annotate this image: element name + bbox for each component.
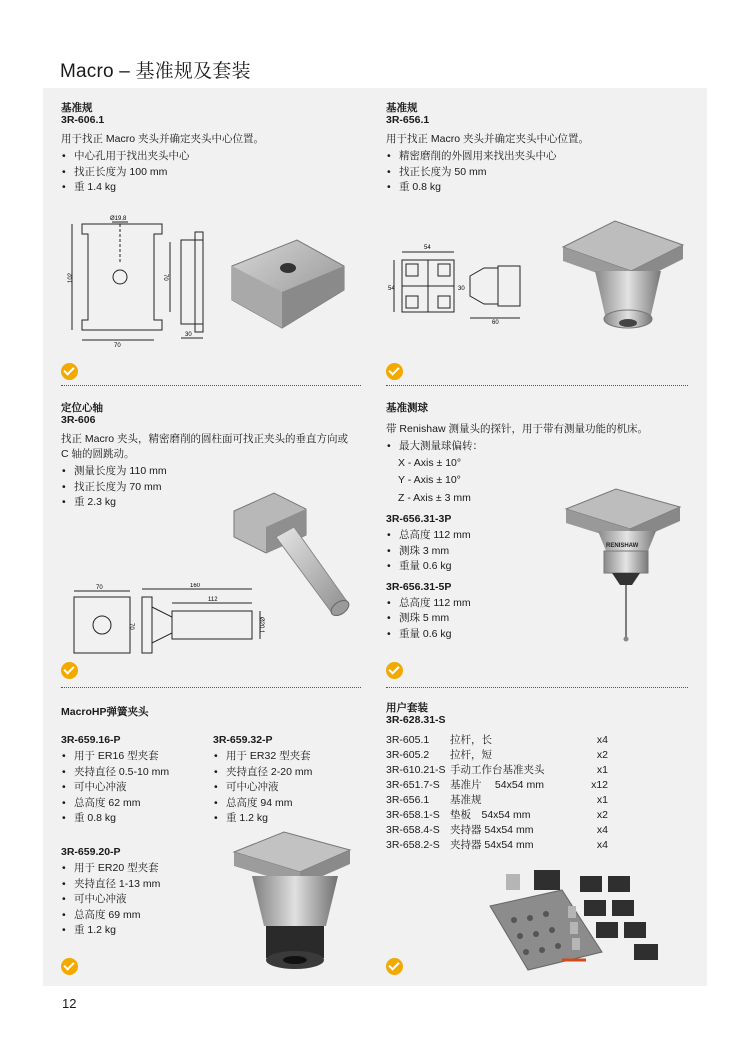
section-macrohp-collet-chuck bbox=[61, 706, 361, 718]
kit-item-quantity: x1 bbox=[596, 794, 608, 806]
axis-z: Z - Axis ± 3 mm bbox=[398, 491, 471, 504]
kit-item-code: 3R-658.4-S bbox=[386, 824, 440, 836]
deflection-list bbox=[386, 439, 696, 455]
spec-item: • 测珠 3 mm bbox=[386, 544, 696, 560]
collet-chuck-er32 bbox=[213, 734, 363, 827]
divider bbox=[61, 687, 361, 688]
description: 带 Renishaw 测量头的探针，用于带有测量功能的机床。 bbox=[386, 423, 648, 435]
check-icon bbox=[61, 363, 78, 380]
section-title: 定位心轴 bbox=[61, 402, 103, 414]
dim-label: 70 bbox=[114, 343, 121, 347]
check-icon bbox=[61, 662, 78, 679]
dim-label: Ø20.1 bbox=[258, 617, 264, 634]
spec-item: • 总高度 94 mm bbox=[213, 796, 363, 812]
kit-row bbox=[386, 763, 608, 778]
kit-item-code: 3R-610.21-S bbox=[386, 764, 446, 776]
spec-item: • 最大测量球偏转： bbox=[386, 439, 696, 455]
kit-row bbox=[386, 733, 608, 748]
section-title: 基准规 bbox=[61, 102, 93, 114]
kit-row bbox=[386, 778, 608, 793]
kit-contents-table bbox=[386, 733, 608, 853]
spec-item: • 中心孔用于找出夹头中心 bbox=[61, 149, 351, 165]
dim-label: 60 bbox=[492, 320, 499, 325]
kit-item-description: 拉杆，长 bbox=[450, 734, 492, 746]
check-icon bbox=[386, 363, 403, 380]
kit-item-quantity: x4 bbox=[596, 734, 608, 746]
check-icon bbox=[386, 958, 403, 975]
spec-item: • 总高度 62 mm bbox=[61, 796, 211, 812]
variant-code: 3R-659.32-P bbox=[213, 734, 273, 746]
section-user-kit bbox=[386, 702, 696, 853]
spec-list bbox=[386, 149, 686, 196]
kit-item-quantity: x1 bbox=[596, 764, 608, 776]
kit-item-description: 夹持器 54x54 mm bbox=[450, 824, 534, 836]
dim-label: Ø19.8 bbox=[110, 216, 127, 222]
variant-code: 3R-656.31-3P bbox=[386, 513, 452, 525]
spec-item: • 夹持直径 1-13 mm bbox=[61, 877, 211, 893]
kit-row bbox=[386, 748, 608, 763]
spec-item: • 重 2.3 kg bbox=[61, 495, 361, 511]
dim-label: 102 bbox=[68, 272, 74, 283]
spec-list bbox=[61, 749, 211, 827]
section-title: 用户套装 bbox=[386, 702, 428, 714]
dim-label: 70 bbox=[162, 274, 168, 281]
spec-item: • 重量 0.6 kg bbox=[386, 627, 696, 643]
spec-item: • 重 1.2 kg bbox=[61, 923, 211, 939]
kit-item-description: 垫板 54x54 mm bbox=[450, 809, 531, 821]
spec-item: • 用于 ER32 型夹套 bbox=[213, 749, 363, 765]
dim-label: 160 bbox=[190, 583, 201, 589]
kit-row bbox=[386, 838, 608, 853]
variant-code: 3R-659.16-P bbox=[61, 734, 121, 746]
description: 用于找正 Macro 夹头并确定夹头中心位置。 bbox=[386, 133, 590, 145]
kit-item-code: 3R-656.1 bbox=[386, 794, 430, 806]
collet-chuck-er16 bbox=[61, 734, 211, 827]
axis-x: X - Axis ± 10° bbox=[398, 456, 462, 469]
dim-label: 70 bbox=[128, 623, 134, 630]
kit-item-code: 3R-651.7-S bbox=[386, 779, 440, 791]
kit-item-description: 手动工作台基准夹头 bbox=[450, 764, 545, 776]
collet-chuck-er20 bbox=[61, 846, 211, 939]
spec-list bbox=[61, 861, 211, 939]
kit-item-code: 3R-605.1 bbox=[386, 734, 430, 746]
spec-item: • 找正长度为 70 mm bbox=[61, 480, 361, 496]
description: 找正 Macro 夹头，精密磨削的圆柱面可找正夹头的垂直方向或 C 轴的圆跳动。 bbox=[61, 433, 349, 460]
spec-item: • 夹持直径 0.5-10 mm bbox=[61, 765, 211, 781]
section-reference-gauge-656 bbox=[386, 102, 686, 196]
spec-item: • 总高度 69 mm bbox=[61, 908, 211, 924]
kit-item-code: 3R-605.2 bbox=[386, 749, 430, 761]
spec-item: • 重 1.4 kg bbox=[61, 180, 351, 196]
photo-probe bbox=[560, 485, 685, 650]
spec-item: • 总高度 112 mm bbox=[386, 528, 696, 544]
kit-item-quantity: x2 bbox=[596, 809, 608, 821]
kit-item-code: 3R-658.2-S bbox=[386, 839, 440, 851]
drawing-mandrel-606 bbox=[62, 583, 277, 663]
kit-item-description: 基准片 54x54 mm bbox=[450, 779, 544, 791]
spec-item: • 可中心冲液 bbox=[61, 780, 211, 796]
spec-list bbox=[213, 749, 363, 827]
kit-row bbox=[386, 793, 608, 808]
product-code: 3R-606.1 bbox=[61, 114, 105, 126]
photo-reference-gauge-606-1 bbox=[222, 228, 357, 343]
spec-item: • 重 0.8 kg bbox=[386, 180, 686, 196]
kit-item-quantity: x4 bbox=[596, 824, 608, 836]
product-code: 3R-628.31-S bbox=[386, 714, 446, 726]
product-code: 3R-656.1 bbox=[386, 114, 430, 126]
probe-brand: RENISHAW bbox=[606, 543, 639, 549]
section-reference-gauge-606 bbox=[61, 102, 351, 196]
drawing-606-1-side bbox=[175, 228, 215, 343]
spec-item: • 总高度 112 mm bbox=[386, 596, 696, 612]
kit-item-description: 基准规 bbox=[450, 794, 482, 806]
spec-item: • 找正长度为 100 mm bbox=[61, 165, 351, 181]
kit-item-quantity: x2 bbox=[596, 749, 608, 761]
spec-item: • 用于 ER16 型夹套 bbox=[61, 749, 211, 765]
variant-code: 3R-656.31-5P bbox=[386, 580, 452, 593]
spec-item: • 重 1.2 kg bbox=[213, 811, 363, 827]
spec-list bbox=[61, 149, 351, 196]
spec-item: • 夹持直径 2-20 mm bbox=[213, 765, 363, 781]
dim-label: 54 bbox=[388, 286, 395, 292]
spec-item: • 可中心冲液 bbox=[61, 892, 211, 908]
spec-item: • 重 0.8 kg bbox=[61, 811, 211, 827]
dim-label: 112 bbox=[208, 597, 218, 603]
spec-item: • 精密磨削的外圆用来找出夹头中心 bbox=[386, 149, 686, 165]
product-code: 3R-606 bbox=[61, 414, 96, 426]
dim-label: 70 bbox=[96, 585, 103, 591]
dim-label: 30 bbox=[458, 286, 465, 292]
description: 用于找正 Macro 夹头并确定夹头中心位置。 bbox=[61, 133, 265, 145]
kit-row bbox=[386, 808, 608, 823]
spec-item: • 测珠 5 mm bbox=[386, 611, 696, 627]
page-number: 12 bbox=[62, 996, 77, 1011]
kit-item-quantity: x4 bbox=[596, 839, 608, 851]
divider bbox=[61, 385, 361, 386]
divider bbox=[386, 687, 688, 688]
kit-row bbox=[386, 823, 608, 838]
photo-reference-gauge-656-1 bbox=[555, 215, 690, 345]
section-title: MacroHP弹簧夹头 bbox=[61, 706, 149, 718]
kit-item-description: 夹持器 54x54 mm bbox=[450, 839, 534, 851]
kit-item-code: 3R-658.1-S bbox=[386, 809, 440, 821]
section-title: 基准规 bbox=[386, 102, 418, 114]
section-title: 基准测球 bbox=[386, 402, 428, 414]
kit-item-description: 拉杆，短 bbox=[450, 749, 492, 761]
dim-label: 54 bbox=[424, 245, 431, 251]
drawing-656-1 bbox=[388, 240, 538, 325]
spec-item: • 用于 ER20 型夹套 bbox=[61, 861, 211, 877]
variant-code: 3R-659.20-P bbox=[61, 846, 121, 858]
spec-item: • 测量长度为 110 mm bbox=[61, 464, 361, 480]
page-title: Macro – 基准规及套装 bbox=[60, 61, 251, 82]
axis-y: Y - Axis ± 10° bbox=[398, 474, 461, 486]
photo-user-kit bbox=[484, 860, 674, 975]
check-icon bbox=[61, 958, 78, 975]
kit-item-quantity: x12 bbox=[591, 779, 608, 791]
spec-item: • 可中心冲液 bbox=[213, 780, 363, 796]
dim-label: 30 bbox=[185, 332, 192, 338]
spec-item: • 重量 0.6 kg bbox=[386, 559, 696, 575]
check-icon bbox=[386, 662, 403, 679]
photo-collet-chuck bbox=[228, 826, 358, 976]
spec-item: • 找正长度为 50 mm bbox=[386, 165, 686, 181]
divider bbox=[386, 385, 688, 386]
